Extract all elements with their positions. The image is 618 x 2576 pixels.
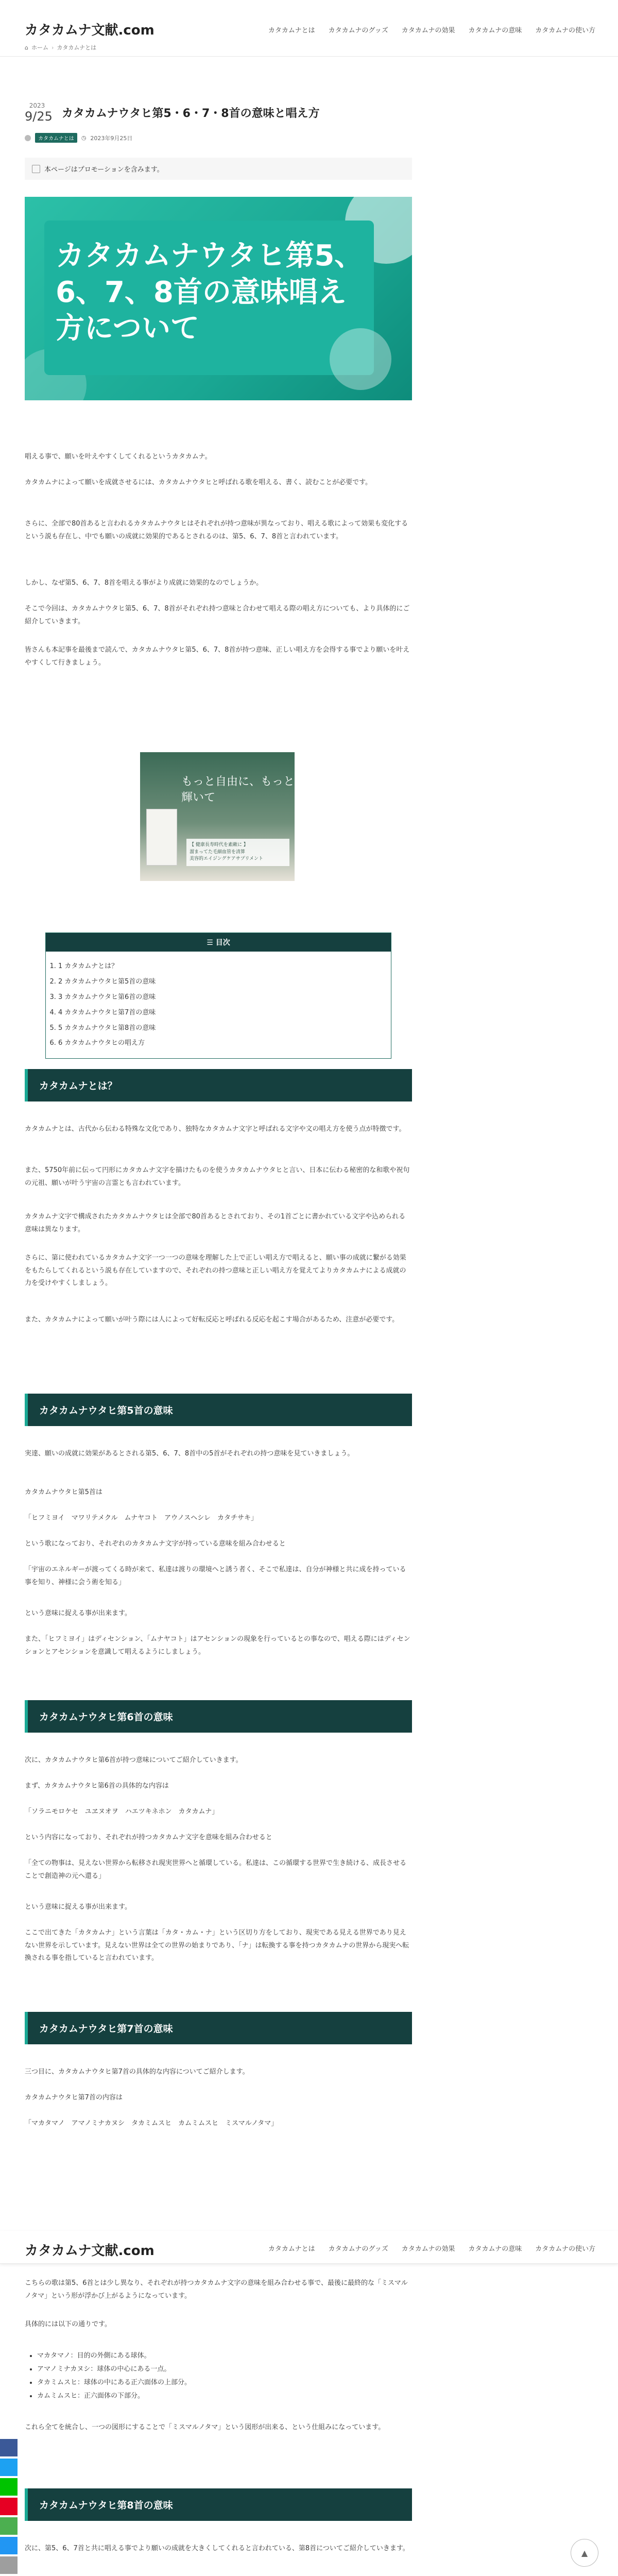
list-item: • アマノミナカヌシ：球体の中心にある一点。 <box>37 2363 408 2376</box>
toc-item[interactable]: 5. 5 カタカムナウタヒ第8首の意味 <box>58 1021 379 1036</box>
sticky-header <box>0 2231 618 2264</box>
toc-item-label[interactable]: カタカムナウタヒ第5首の意味 <box>64 977 156 986</box>
section-paragraph: 次に、第5、6、7首と共に唱える事でより願いの成就を大きくしてくれると言われている、第8首についてご紹介していきます。 <box>25 2545 409 2552</box>
section-paragraph: という意味に捉える事が出来ます。 <box>25 1609 131 1617</box>
toc-item[interactable]: 4. 4 カタカムナウタヒ第7首の意味 <box>58 1005 379 1021</box>
intro-paragraph: 皆さんも本記事を最後まで読んで、カタカムナウタヒ第5、6、7、8首が持つ意味、正しい唱え方を会得する事でより願いを叶えやすくして行きましょう。 <box>25 646 410 667</box>
section-paragraph: カタカムナとは、古代から伝わる特殊な文化であり、独特なカタカムナ文字と呼ばれる文字や文の唱え方を使う点が特徴です。 <box>25 1125 406 1133</box>
eyecatch-image <box>25 197 412 400</box>
twitter-share-icon[interactable] <box>0 2459 18 2476</box>
category-badge[interactable]: カタカムナとは <box>35 133 77 143</box>
toc-item[interactable]: 3. 3 カタカムナウタヒ第6首の意味 <box>58 990 379 1005</box>
section-paragraph: また、5750年前に伝って円形にカタカムナ文字を描けたものを使うカタカムナウタヒと言い、日本に伝わる秘密的な和歌や祝句の元祖、願いが叶う宇宙の言霊とも言われています。 <box>25 1166 410 1187</box>
promotion-text: 本ページはプロモーションを含みます。 <box>44 166 164 174</box>
intro-paragraph: しかし、なぜ第5、6、7、8首を唱える事がより成就に効果的なのでしょうか。 <box>25 579 263 587</box>
section-heading: カタカムナウタヒ第6首の意味 <box>25 1700 412 1733</box>
site-logo[interactable]: カタカムナ文献.com <box>25 23 154 38</box>
page-title: カタカムナウタヒ第5・6・7・8首の意味と唱え方 <box>62 107 320 120</box>
section-paragraph: カタカムナ文字で構成されたカタカムナウタヒは全部で80首あるとされており、その1首ごとに書かれている文字や込められる意味は異なります。 <box>25 1213 406 1233</box>
site-header <box>0 0 618 57</box>
nav-item-goods[interactable]: カタカムナのグッズ <box>328 27 388 35</box>
nav-item-usage[interactable]: カタカムナの使い方 <box>535 27 595 35</box>
section-paragraph: 「ヒフミヨイ マワリテメクル ムナヤコト アウノスヘシレ カタチサキ」 <box>25 1514 258 1522</box>
intro-paragraph: さらに、全部で80首あると言われるカタカムナウタヒはそれぞれが持つ意味が異なっており、唱える歌によって効果も変化するという説も存在し、中でも願いの成就に効果的であるとされるのは、第5、6、7、8首と言われています。 <box>25 520 408 540</box>
intro-paragraph: カタカムナによって願いを成就させるには、カタカムナウタヒと呼ばれる歌を唱える、書く、読むことが必要です。 <box>25 479 372 486</box>
section-paragraph: 具体的には以下の通りです。 <box>25 2320 111 2328</box>
section-paragraph: また、「ヒフミヨイ」はディセンション、「ムナヤコト」はアセンションの現象を行っているとの事なので、唱える際にはディセンションとアセンションを意識して唱えるようにしましょう。 <box>25 1635 410 1656</box>
post-meta <box>25 133 132 143</box>
section-paragraph: まず、カタカムナウタヒ第6首の具体的な内容は <box>25 1782 169 1790</box>
section-paragraph: 実達、願いの成就に効果があるとされる第5、6、7、8首中の5首がそれぞれの持つ意味を見ていきましょう。 <box>25 1450 354 1458</box>
list-item: • マカタマノ：目的の外側にある球体。 <box>37 2349 408 2363</box>
section-heading: カタカムナウタヒ第8首の意味 <box>25 2488 412 2521</box>
section-paragraph: 「宇宙のエネルギーが渡ってくる時が来て、私達は渡りの環境へと誘う者く、そこで私達は、自分が神様と共に成を持っている事を知り、神様に会う術を知る」 <box>25 1566 406 1586</box>
share-buttons <box>0 2439 18 2576</box>
breadcrumb-category[interactable]: カタカムナとは <box>57 44 97 51</box>
promotion-notice <box>25 158 412 180</box>
section-paragraph: こちらの歌は第5、6首とは少し異なり、それぞれが持つカタカムナ文字の意味を組み合わせる事で、最後に最終的な「ミスマルノタマ」という形が浮かび上がるようになっています。 <box>25 2279 408 2300</box>
home-icon: ⌂ <box>25 44 28 51</box>
section-paragraph: という内容になっており、それぞれが持つカタカムナ文字を意味を組み合わせると <box>25 1834 272 1841</box>
section-heading: カタカムナウタヒ第7首の意味 <box>25 2012 412 2044</box>
section-paragraph: という歌になっており、それぞれのカタカムナ文字が持っている意味を組み合わせると <box>25 1540 286 1548</box>
nav-item-meaning[interactable]: カタカムナの意味 <box>468 27 522 35</box>
section-paragraph: という意味に捉える事が出来ます。 <box>25 1903 131 1911</box>
site-logo[interactable]: カタカムナ文献.com <box>25 2243 154 2259</box>
toc-item-label[interactable]: カタカムナウタヒ第7首の意味 <box>64 1008 156 1016</box>
table-of-contents <box>45 933 391 1059</box>
section-paragraph: カタカムナウタヒ第5首は <box>25 1488 102 1496</box>
pinterest-share-icon[interactable] <box>0 2498 18 2515</box>
section-paragraph: ここで出てきた「カタカムナ」という言葉は「カタ・カム・ナ」という区切り方をしており、現実である見える世界であり見えない世界を示しています。見えない世界は全ての世界の始まりであり、「ナ」は転換する事を持つカタカムナの世界から現実へ転換される事を指していると言われています。 <box>25 1929 409 1962</box>
section-paragraph: これら全てを統合し、一つの図形にすることで「ミスマルノタマ」という図形が出来る、という仕組みになっています。 <box>25 2424 385 2431</box>
breadcrumb <box>25 43 96 52</box>
post-monthday: 9/25 <box>25 109 53 124</box>
feedly-share-icon[interactable] <box>0 2517 18 2535</box>
post-date-box <box>25 102 53 124</box>
toc-item-label[interactable]: カタカムナウタヒの唱え方 <box>64 1039 145 1047</box>
section-heading: カタカムナウタヒ第5首の意味 <box>25 1394 412 1426</box>
toc-item-label[interactable]: カタカムナウタヒ第6首の意味 <box>64 993 156 1001</box>
breadcrumb-separator-icon: › <box>51 44 54 51</box>
intro-paragraph: そこで今回は、カタカムナウタヒ第5、6、7、8首がそれぞれ持つ意味と合わせて唱える際の唱え方についても、より具体的にご紹介していきます。 <box>25 605 410 625</box>
note-icon <box>32 165 40 173</box>
section-paragraph: また、カタカムナによって願いが叶う際には人によって好転反応と呼ばれる反応を起こす場合があるため、注意が必要です。 <box>25 1316 399 1324</box>
scroll-to-top-button[interactable]: ▲ <box>571 2539 598 2567</box>
global-nav <box>268 25 595 35</box>
list-item: • カムミムスヒ：正六面体の下部分。 <box>37 2389 408 2403</box>
breadcrumb-home[interactable]: ホーム <box>31 44 48 51</box>
facebook-share-icon[interactable] <box>0 2439 18 2456</box>
hatena-share-icon[interactable] <box>0 2537 18 2554</box>
nav-item-meaning[interactable]: カタカムナの意味 <box>468 2245 522 2253</box>
post-year: 2023 <box>29 102 45 109</box>
post-date: 2023年9月25日 <box>90 134 133 142</box>
list-icon: ☰ <box>207 939 216 947</box>
section-paragraph: 「ソラニモロケセ ユヱヌオヲ ハエツキネホン カタカムナ」 <box>25 1808 219 1816</box>
product-package <box>146 809 177 866</box>
toc-item-label[interactable]: カタカムナウタヒ第8首の意味 <box>64 1024 156 1032</box>
section-heading: カタカムナとは？ <box>25 1069 412 1101</box>
toc-item[interactable]: 1. 1 カタカムナとは？ <box>58 959 379 974</box>
toc-item[interactable]: 2. 2 カタカムナウタヒ第5首の意味 <box>58 974 379 990</box>
nav-item-about[interactable]: カタカムナとは <box>268 27 315 35</box>
nav-item-goods[interactable]: カタカムナのグッズ <box>328 2245 388 2253</box>
product-caption: 【 健康長寿時代を素敵に 】 溜まってた毛細血管を清算 美容的エイジングケアサプリメント <box>186 839 289 866</box>
clock-icon: ◷ <box>81 134 87 141</box>
product-copy: もっと自由に、もっと輝いて <box>181 775 295 804</box>
section-paragraph: 次に、カタカムナウタヒ第6首が持つ意味についてご紹介していきます。 <box>25 1756 243 1764</box>
toc-header[interactable] <box>46 933 391 952</box>
toc-list <box>46 952 391 1058</box>
toc-item-label[interactable]: カタカムナとは？ <box>64 962 118 970</box>
line-share-icon[interactable] <box>0 2478 18 2496</box>
nav-item-usage[interactable]: カタカムナの使い方 <box>535 2245 595 2253</box>
toc-title: 目次 <box>215 939 230 947</box>
list-item: • タカミムスヒ：球体の中にある正六面体の上部分。 <box>37 2376 408 2389</box>
product-banner[interactable] <box>140 752 295 881</box>
intro-paragraph: 唱える事で、願いを叶えやすくしてくれるというカタカムナ。 <box>25 453 212 461</box>
nav-item-effects[interactable]: カタカムナの効果 <box>401 2245 455 2253</box>
section-paragraph: さらに、第に使われているカタカムナ文字一つ一つの意味を理解した上で正しい唱え方で唱えると、願い事の成就に繋がる効果をもたらしてくれるという説も存在していますので、それぞれの持つ意味と正しい唱え方を覚えてよりカタカムナによる成就の力を受けやすくしましょう。 <box>25 1254 406 1287</box>
toc-item[interactable]: 6. 6 カタカムナウタヒの唱え方 <box>58 1036 379 1051</box>
section-paragraph: 三つ目に、カタカムナウタヒ第7首の具体的な内容についてご紹介します。 <box>25 2068 249 2076</box>
section-paragraph: 「全ての物事は、見えない世界から転移され現実世界へと循環している。私達は、この循環する世界で生き続ける、成長させることで創造神の元へ還る」 <box>25 1859 407 1880</box>
copy-link-icon[interactable] <box>0 2556 18 2574</box>
section-paragraph: 「マカタマノ アマノミナカヌシ タカミムスヒ カムミムスヒ ミスマルノタマ」 <box>25 2120 278 2127</box>
section-paragraph: カタカムナウタヒ第7首の内容は <box>25 2094 123 2102</box>
meaning-list <box>37 2349 408 2403</box>
nav-item-about[interactable]: カタカムナとは <box>268 2245 315 2253</box>
nav-item-effects[interactable]: カタカムナの効果 <box>401 27 455 35</box>
avatar <box>25 135 31 141</box>
eyecatch-title: カタカムナウタヒ第5、6、7、8首の意味唱え方について <box>56 239 364 346</box>
global-nav <box>268 2243 595 2253</box>
